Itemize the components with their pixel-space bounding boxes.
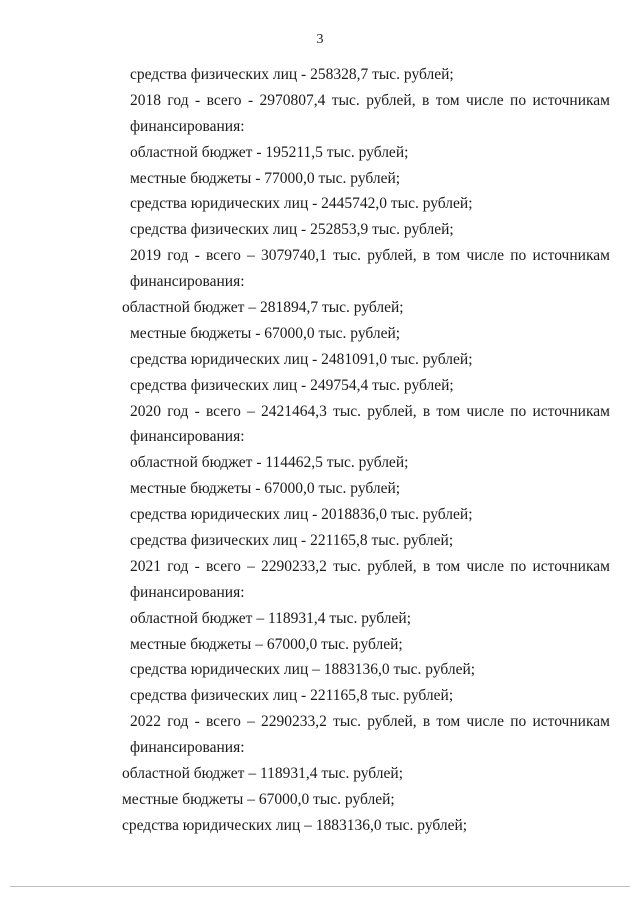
year-total-word: всего	[205, 247, 241, 265]
year-total-word: –	[247, 247, 255, 265]
year-total-word: числе	[466, 557, 505, 575]
document-body	[122, 62, 610, 839]
year-total-word: рублей,	[366, 91, 416, 109]
year-total-word: год	[167, 247, 189, 265]
year-total-word: рублей,	[367, 402, 417, 420]
funding-line: средства юридических лиц - 2018836,0 тыс. рублей;	[130, 506, 473, 524]
year-total-word: год	[167, 91, 189, 109]
year-total-word: том	[436, 557, 461, 575]
funding-line: местные бюджеты – 67000,0 тыс. рублей;	[122, 790, 395, 808]
year-total-word: числе	[466, 247, 505, 265]
year-total-line	[122, 88, 610, 114]
year-total-word: -	[194, 402, 200, 420]
year-total-line	[122, 709, 610, 735]
year-total-word: всего	[206, 91, 242, 109]
year-total-word: всего	[205, 557, 241, 575]
funding-line: областной бюджет – 118931,4 тыс. рублей;	[122, 765, 404, 783]
year-total-word: всего	[205, 402, 241, 420]
year-total-word: тыс.	[333, 247, 362, 265]
year-total-word: рублей,	[367, 713, 417, 731]
year-total-word: 2018	[130, 91, 161, 109]
funding-line: средства юридических лиц - 2481091,0 тыс. рублей;	[130, 350, 473, 368]
year-total-word: по	[510, 402, 527, 420]
year-total-word: по	[510, 713, 527, 731]
year-total-word: в	[422, 247, 431, 265]
year-total-word: год	[167, 557, 189, 575]
year-total-word: числе	[466, 402, 505, 420]
year-total-word: источникам	[532, 247, 610, 265]
funding-line: местные бюджеты - 77000,0 тыс. рублей;	[130, 169, 401, 187]
year-total-word: том	[436, 247, 461, 265]
year-total-word: тыс.	[333, 402, 362, 420]
funding-line: областной бюджет - 114462,5 тыс. рублей;	[130, 454, 409, 472]
year-total-word: тыс.	[333, 557, 362, 575]
funding-line: средства юридических лиц - 2445742,0 тыс. рублей;	[130, 195, 473, 213]
year-total-word: 2019	[130, 247, 161, 265]
year-total-word: год	[167, 713, 189, 731]
funding-line: средства физических лиц - 252853,9 тыс. рублей;	[130, 221, 454, 239]
year-total-word: рублей,	[367, 557, 417, 575]
year-total-word: 3079740,1	[261, 247, 327, 265]
year-total-word: год	[167, 402, 189, 420]
year-total-word: -	[194, 247, 200, 265]
funding-sources-heading: финансирования:	[130, 117, 245, 135]
year-total-word: в	[422, 402, 431, 420]
year-total-word: -	[194, 713, 200, 731]
funding-line: местные бюджеты – 67000,0 тыс. рублей;	[130, 635, 403, 653]
year-total-word: –	[247, 713, 255, 731]
funding-line: средства физических лиц - 221165,8 тыс. рублей;	[130, 532, 454, 550]
year-total-word: 2020	[130, 402, 161, 420]
year-total-word: -	[194, 557, 200, 575]
year-total-word: том	[436, 713, 461, 731]
funding-line: средства физических лиц - 258328,7 тыс. рублей;	[130, 66, 454, 83]
year-total-word: –	[247, 557, 255, 575]
funding-sources-heading: финансирования:	[130, 273, 245, 291]
year-total-word: 2290233,2	[261, 713, 327, 731]
year-total-word: источникам	[532, 713, 610, 731]
year-total-word: числе	[466, 713, 505, 731]
funding-line: областной бюджет - 195211,5 тыс. рублей;	[130, 143, 409, 161]
year-total-word: том	[436, 402, 461, 420]
year-total-word: 2021	[130, 557, 161, 575]
year-total-word: рублей,	[367, 247, 417, 265]
funding-line: средства физических лиц - 221165,8 тыс. рублей;	[130, 687, 454, 705]
year-total-word: в	[422, 713, 431, 731]
year-total-word: по	[510, 557, 527, 575]
year-total-word: числе	[466, 91, 504, 109]
year-total-word: тыс.	[333, 713, 362, 731]
funding-sources-heading: финансирования:	[130, 739, 245, 757]
year-total-line	[122, 243, 610, 269]
year-total-word: 2022	[130, 713, 161, 731]
year-total-word: -	[247, 91, 254, 109]
year-total-word: 2970807,4	[259, 91, 326, 109]
funding-sources-heading: финансирования:	[130, 583, 245, 601]
year-total-line	[122, 399, 610, 425]
year-total-word: 2421464,3	[261, 402, 327, 420]
funding-line: средства физических лиц - 249754,4 тыс. рублей;	[130, 376, 454, 394]
funding-line: областной бюджет – 281894,7 тыс. рублей;	[122, 299, 404, 317]
year-total-word: источникам	[532, 557, 610, 575]
year-total-word: по	[510, 247, 527, 265]
year-total-word: 2290233,2	[261, 557, 327, 575]
year-total-word: в	[422, 557, 431, 575]
year-total-word: всего	[205, 713, 241, 731]
year-total-word: по	[510, 91, 527, 109]
page-bottom-rule	[10, 886, 630, 887]
funding-line: областной бюджет – 118931,4 тыс. рублей;	[130, 609, 412, 627]
funding-line: местные бюджеты - 67000,0 тыс. рублей;	[130, 324, 401, 342]
funding-line: местные бюджеты - 67000,0 тыс. рублей;	[130, 480, 401, 498]
year-total-word: в	[422, 91, 430, 109]
page-number: 3	[316, 32, 324, 47]
year-total-line	[122, 554, 610, 580]
year-total-word: -	[195, 91, 201, 109]
funding-line: средства юридических лиц – 1883136,0 тыс. рублей;	[130, 661, 476, 679]
funding-line: средства юридических лиц – 1883136,0 тыс. рублей;	[122, 816, 468, 834]
year-total-word: источникам	[532, 91, 610, 109]
year-total-word: источникам	[532, 402, 610, 420]
funding-sources-heading: финансирования:	[130, 428, 245, 446]
year-total-word: тыс.	[331, 91, 360, 109]
year-total-word: –	[247, 402, 255, 420]
year-total-word: том	[435, 91, 460, 109]
